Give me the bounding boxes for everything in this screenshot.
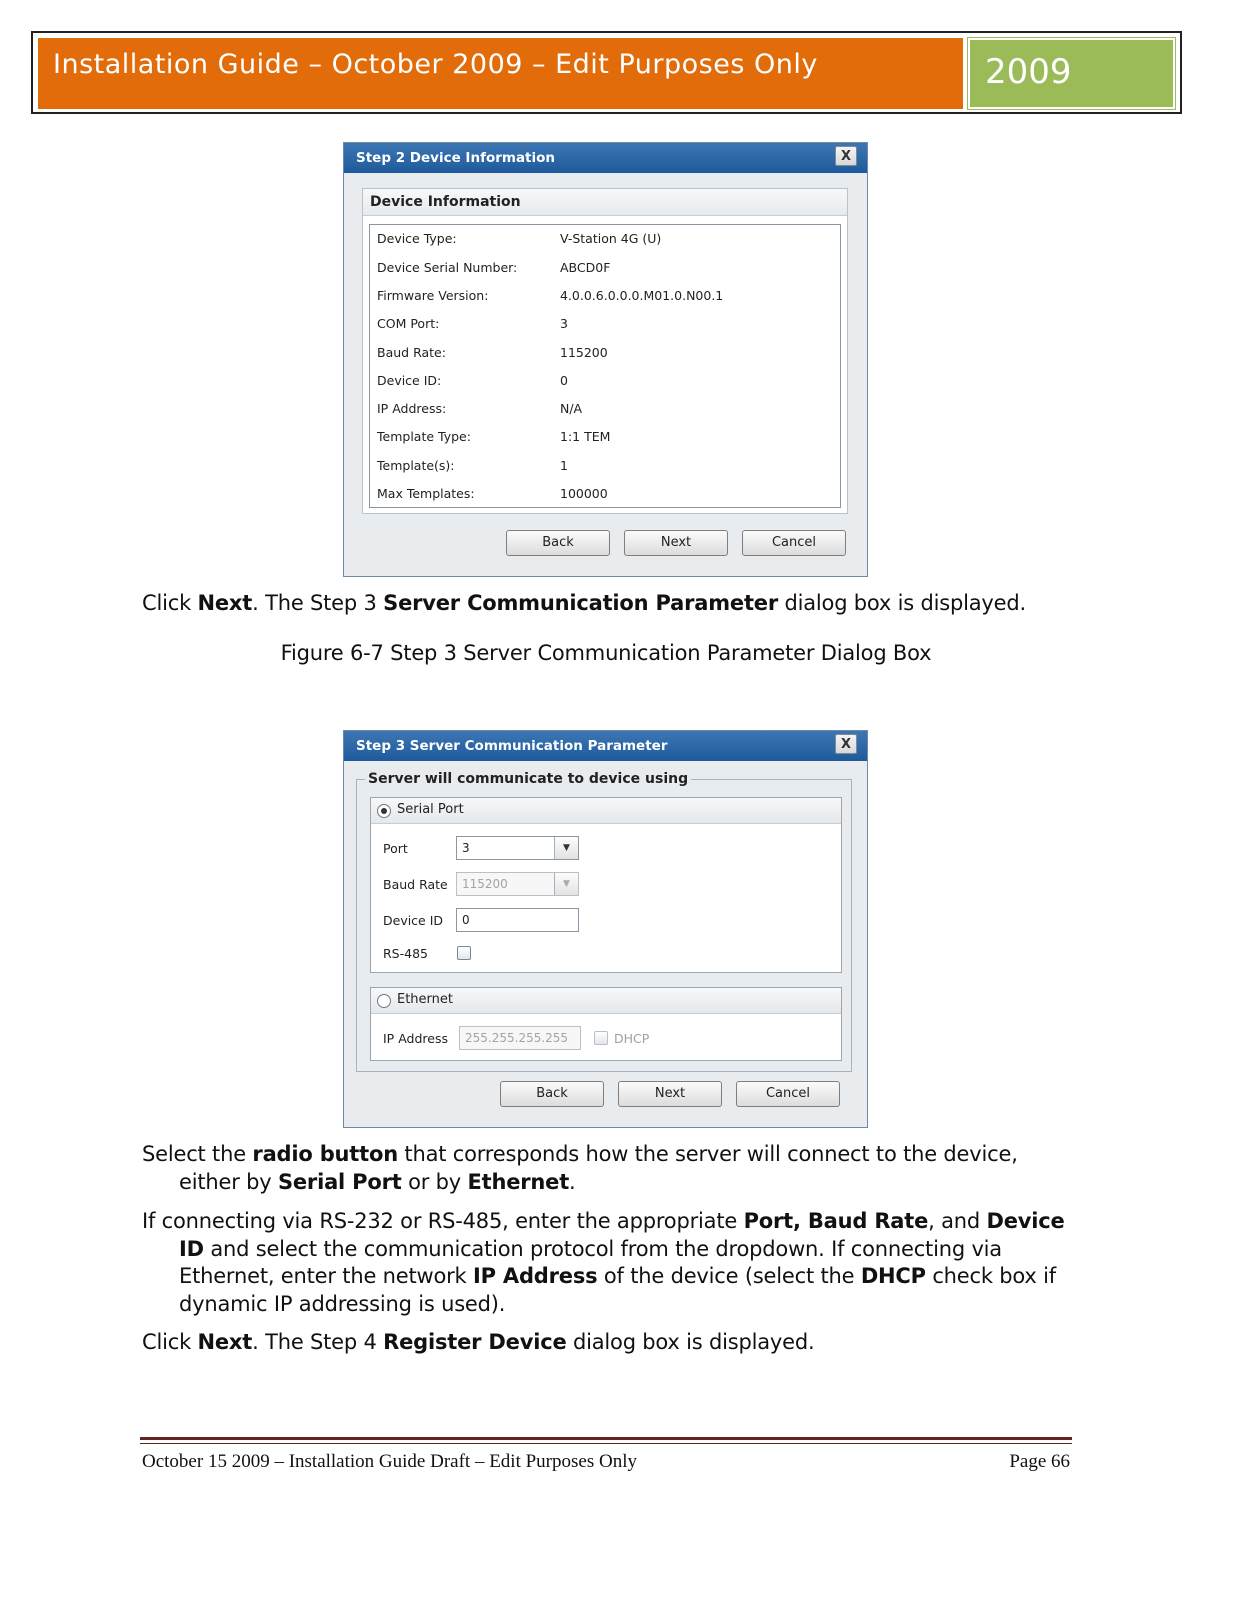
text: If connecting via RS-232 or RS-485, enter the appropriate [142,1209,744,1233]
footer-text: October 15 2009 – Installation Guide Draft – Edit Purposes Only [142,1451,637,1472]
text: of the device (select the [597,1264,861,1288]
text: Click [142,1330,198,1354]
group-label: Server will communicate to device using [365,771,691,787]
info-value: 1:1 TEM [560,429,611,444]
text: dialog box is displayed. [778,591,1026,615]
serial-port-label: Serial Port [397,802,464,817]
next-button[interactable]: Next [624,530,728,556]
cancel-button[interactable]: Cancel [742,530,846,556]
instruction-connection-settings [142,1208,1067,1318]
step2-title: Step 2 Device Information [356,150,556,166]
ip-address-input[interactable]: 255.255.255.255 [459,1026,581,1050]
info-label: Template Type: [377,429,471,444]
figure-caption: Figure 6-7 Step 3 Server Communication Parameter Dialog Box [280,641,932,665]
ethernet-radio[interactable] [377,994,391,1008]
rs485-label: RS-485 [383,946,428,961]
text: Click [142,591,198,615]
device-id-input[interactable]: 0 [456,908,579,932]
port-value: 3 [462,841,470,855]
footer-divider [140,1437,1072,1440]
info-label: Template(s): [377,458,455,473]
next-button[interactable]: Next [618,1081,722,1107]
info-label: IP Address: [377,401,447,416]
bold-text: Next [197,591,253,615]
dhcp-checkbox[interactable] [594,1031,608,1045]
info-label: Device Serial Number: [377,260,518,275]
serial-port-radio[interactable] [377,804,391,818]
footer-divider-thin [140,1443,1072,1444]
bold-text: Ethernet [467,1169,570,1194]
text: that corresponds how the server will connect to the device, either by [179,1142,1018,1194]
step3-dialog [343,730,868,1128]
text: and select the communication protocol from the dropdown. If connecting via Ethernet, enter the network [179,1236,1002,1288]
info-value: V-Station 4G (U) [560,231,662,246]
page-header [31,31,1182,114]
text: . The Step 3 [252,591,384,615]
info-value: N/A [560,401,583,416]
info-label: COM Port: [377,316,440,331]
text: check box if dynamic IP addressing is used). [179,1264,1056,1316]
header-title: Installation Guide – October 2009 – Edit Purposes Only [38,38,963,109]
device-id-label: Device ID [383,913,444,928]
panel-heading: Device Information [363,189,847,216]
text: or by [401,1169,468,1194]
bold-text: Port, Baud Rate [743,1209,929,1233]
info-label: Max Templates: [377,486,475,501]
bold-text: radio button [252,1142,398,1166]
bold-text: Register Device [383,1330,567,1354]
page-number: Page 66 [1009,1451,1070,1472]
chevron-down-icon[interactable]: ▼ [554,873,578,895]
ip-address-label: IP Address [383,1031,448,1046]
dhcp-label: DHCP [614,1031,650,1046]
bold-text: Server Communication Parameter [383,591,778,615]
bold-text: Next [197,1330,253,1354]
serial-port-header [371,798,841,824]
step2-titlebar [344,143,867,173]
serial-port-panel [370,797,842,973]
instruction-select-radio [142,1141,1052,1196]
text: dialog box is displayed. [566,1330,815,1354]
baud-rate-value: 115200 [462,877,508,891]
header-year: 2009 [968,38,1175,109]
device-information-panel [362,188,848,514]
text: , and [928,1209,987,1233]
info-value: ABCD0F [560,260,611,275]
info-label: Baud Rate: [377,345,446,360]
device-info-list [369,224,841,508]
step3-title: Step 3 Server Communication Parameter [356,738,668,754]
chevron-down-icon[interactable]: ▼ [554,837,578,859]
rs485-checkbox[interactable] [457,946,471,960]
bold-text: Serial Port [277,1169,402,1194]
info-value: 4.0.0.6.0.0.0.M01.0.N00.1 [560,288,724,303]
close-button[interactable]: X [835,734,857,754]
info-label: Device ID: [377,373,442,388]
step3-titlebar [344,731,867,761]
info-label: Firmware Version: [377,288,489,303]
radio-dot [381,808,387,814]
bold-text: Device ID [179,1209,1065,1261]
port-label: Port [383,841,408,856]
ethernet-label: Ethernet [397,992,453,1007]
close-button[interactable]: X [835,146,857,166]
text: Select the [142,1142,253,1166]
step2-dialog [343,142,868,577]
info-value: 100000 [560,486,608,501]
info-label: Device Type: [377,231,457,246]
baud-rate-combobox[interactable] [456,872,579,896]
bold-text: DHCP [860,1264,926,1288]
info-value: 0 [560,373,568,388]
ethernet-header [371,988,841,1014]
text: . [569,1169,576,1194]
instruction-click-next-step4 [142,1329,1142,1357]
instruction-click-next [142,590,1142,618]
back-button[interactable]: Back [500,1081,604,1107]
ethernet-panel [370,987,842,1061]
info-value: 3 [560,316,568,331]
info-value: 1 [560,458,568,473]
port-combobox[interactable] [456,836,579,860]
text: . The Step 4 [252,1330,384,1354]
baud-rate-label: Baud Rate [383,877,448,892]
cancel-button[interactable]: Cancel [736,1081,840,1107]
info-value: 115200 [560,345,608,360]
back-button[interactable]: Back [506,530,610,556]
bold-text: IP Address [473,1264,598,1288]
